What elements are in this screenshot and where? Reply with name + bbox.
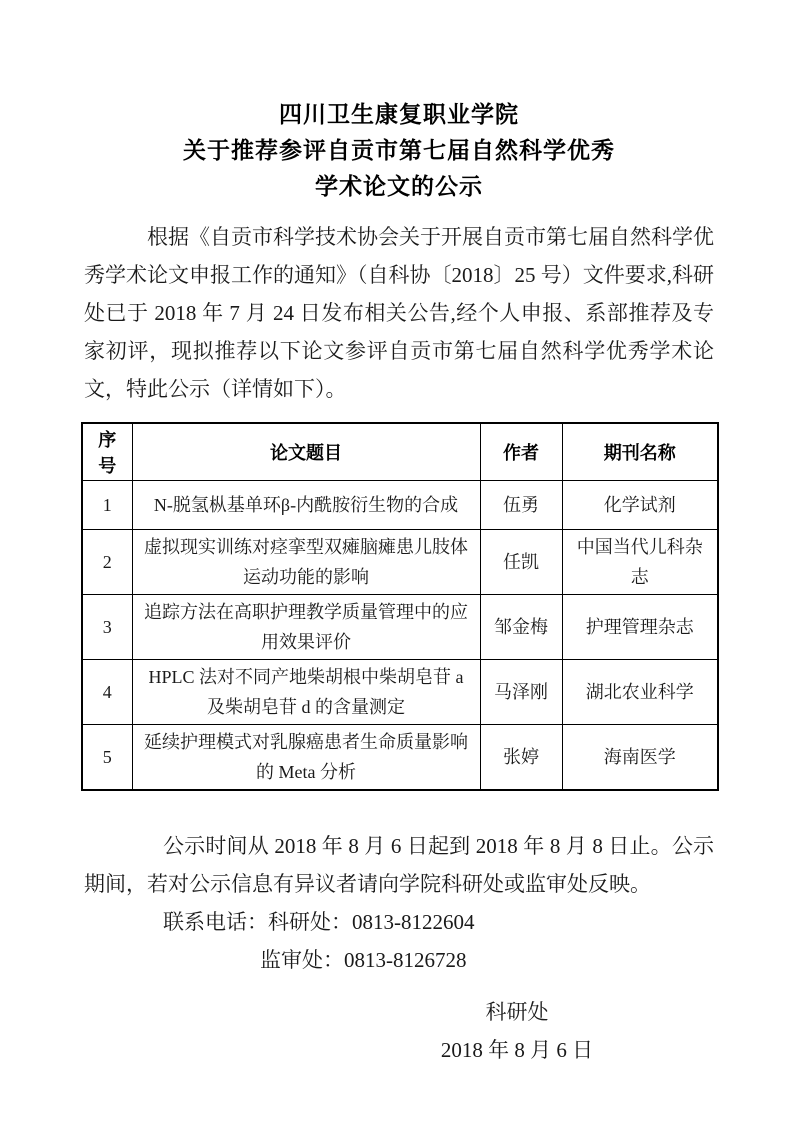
cell-paper-title: HPLC 法对不同产地柴胡根中柴胡皂苷 a 及柴胡皂苷 d 的含量测定	[132, 660, 480, 725]
cell-paper-title: 虚拟现实训练对痉挛型双瘫脑瘫患儿肢体运动功能的影响	[132, 530, 480, 595]
signature-date: 2018 年 8 月 6 日	[440, 1038, 594, 1062]
table-row	[82, 530, 718, 595]
header-author: 作者	[480, 423, 562, 481]
table-row	[82, 725, 718, 791]
table-row	[82, 660, 718, 725]
cell-journal: 中国当代儿科杂志	[562, 530, 718, 595]
title-line-2: 关于推荐参评自贡市第七届自然科学优秀	[183, 137, 615, 163]
header-journal: 期刊名称	[562, 423, 718, 481]
closing-paragraph: 公示时间从 2018 年 8 月 6 日起到 2018 年 8 月 8 日止。公示期间，若对公示信息有异议者请向学院科研处或监审处反映。	[84, 834, 714, 896]
cell-journal: 护理管理杂志	[562, 595, 718, 660]
cell-paper-title: 延续护理模式对乳腺癌患者生命质量影响的 Meta 分析	[132, 725, 480, 791]
cell-paper-title: 追踪方法在高职护理教学质量管理中的应用效果评价	[132, 595, 480, 660]
cell-journal: 海南医学	[562, 725, 718, 791]
signature-department: 科研处	[485, 1000, 549, 1024]
cell-author: 邹金梅	[480, 595, 562, 660]
title-line-1: 四川卫生康复职业学院	[279, 101, 519, 127]
table-header-row	[82, 423, 718, 481]
contact-phone-line-2: 监审处：0813-8126728	[260, 948, 467, 972]
cell-paper-title: N-脱氢枞基单环β-内酰胺衍生物的合成	[132, 481, 480, 530]
cell-author: 马泽刚	[480, 660, 562, 725]
cell-no: 4	[82, 660, 132, 725]
cell-author: 伍勇	[480, 481, 562, 530]
header-title: 论文题目	[132, 423, 480, 481]
document-title	[84, 0, 714, 204]
cell-journal: 湖北农业科学	[562, 660, 718, 725]
papers-table	[81, 422, 719, 791]
document-content	[84, 0, 714, 1069]
table-row	[82, 481, 718, 530]
signature-block	[387, 993, 647, 1069]
cell-no: 2	[82, 530, 132, 595]
contact-phone-line-1: 联系电话：科研处：0813-8122604	[163, 910, 475, 934]
intro-paragraph: 根据《自贡市科学技术协会关于开展自贡市第七届自然科学优秀学术论文申报工作的通知》（自科协〔2018〕25 号）文件要求,科研处已于 2018 年 7 月 24 日发布相关公告,经个人申报、系部推荐及专家初评，现拟推荐以下论文参评自贡市第七届自然科学优秀学术论文，特此公示（详情如下）。	[84, 225, 714, 401]
header-no: 序号	[82, 423, 132, 481]
title-line-3: 学术论文的公示	[315, 173, 483, 199]
table-row	[82, 595, 718, 660]
cell-no: 5	[82, 725, 132, 791]
cell-no: 3	[82, 595, 132, 660]
cell-journal: 化学试剂	[562, 481, 718, 530]
cell-no: 1	[82, 481, 132, 530]
cell-author: 任凯	[480, 530, 562, 595]
cell-author: 张婷	[480, 725, 562, 791]
